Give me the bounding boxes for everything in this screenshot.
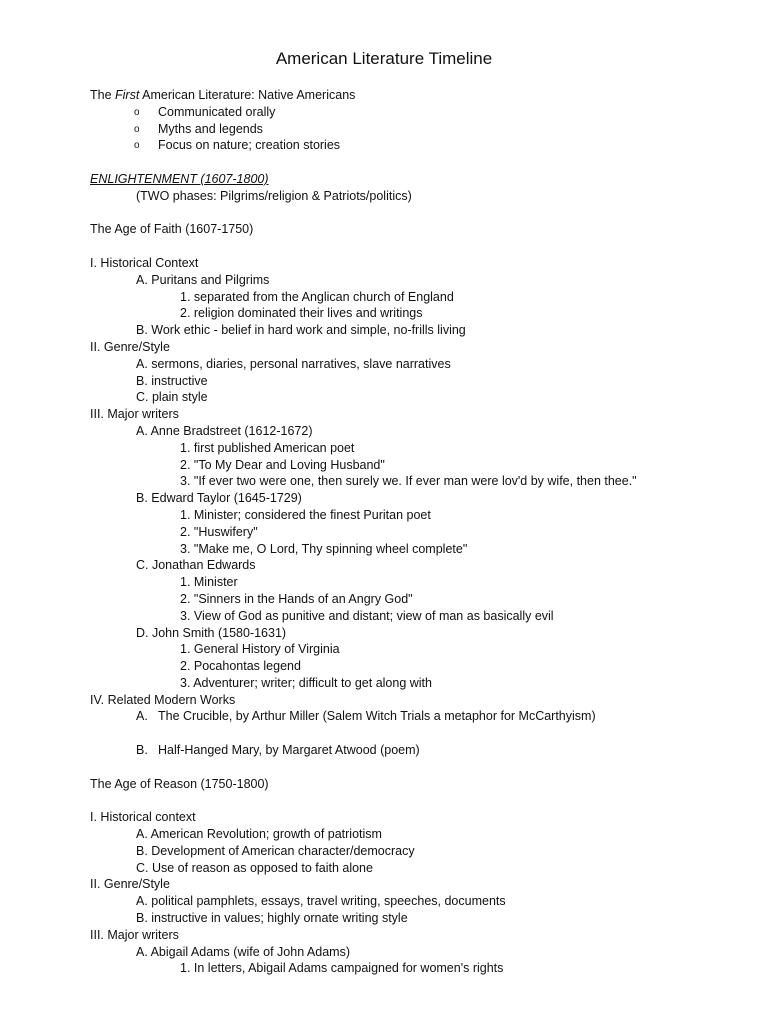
outline-item: A. American Revolution; growth of patriotism [136, 827, 382, 842]
outline-item [0, 742, 768, 759]
list-item-text: Focus on nature; creation stories [158, 138, 341, 153]
outline-item: B. Work ethic - belief in hard work and simple, no-frills living [136, 323, 466, 338]
outline-section: III. Major writers [90, 927, 179, 942]
outline-item [0, 708, 768, 725]
list-item [0, 121, 768, 138]
outline-subitem: 3. "If ever two were one, then surely we. If ever man were lov'd by wife, then thee." [180, 474, 637, 489]
outline-subitem: 1. Minister [180, 575, 238, 590]
outline-item: A. Abigail Adams (wife of John Adams) [136, 944, 350, 959]
reason-heading: The Age of Reason (1750-1800) [90, 776, 269, 791]
outline-item: C. Use of reason as opposed to faith alone [136, 860, 373, 875]
outline-subitem: 2. "Sinners in the Hands of an Angry God" [180, 591, 413, 606]
native-em: First [115, 88, 140, 102]
outline-subitem: 3. View of God as punitive and distant; view of man as basically evil [180, 608, 554, 623]
outline-item: C. Jonathan Edwards [136, 558, 256, 573]
outline-subitem: 1. Minister; considered the finest Puritan poet [180, 507, 431, 522]
bullet-marker: o [134, 123, 140, 135]
list-item [0, 104, 768, 121]
native-suffix: American Literature: Native Americans [139, 88, 356, 102]
enlightenment-note: (TWO phases: Pilgrims/religion & Patriots/politics) [136, 188, 412, 203]
outline-subitem: 2. Pocahontas legend [180, 659, 301, 674]
bullet-marker: o [134, 140, 140, 152]
outline-subitem: 1. In letters, Abigail Adams campaigned for women's rights [180, 961, 504, 976]
outline-item-text: The Crucible, by Arthur Miller (Salem Witch Trials a metaphor for McCarthyism) [158, 709, 596, 724]
outline-item: A. political pamphlets, essays, travel writing, speeches, documents [136, 894, 506, 909]
list-item [0, 137, 768, 154]
outline-subitem: 2. "Huswifery" [180, 524, 258, 539]
item-marker: B. [136, 743, 148, 758]
enlightenment-heading: ENLIGHTENMENT (1607-1800) [90, 171, 269, 186]
bullet-marker: o [134, 106, 140, 118]
outline-item: B. Edward Taylor (1645-1729) [136, 491, 302, 506]
outline-item: D. John Smith (1580-1631) [136, 625, 287, 640]
outline-section: II. Genre/Style [90, 877, 170, 892]
outline-item: A. sermons, diaries, personal narratives, slave narratives [136, 356, 451, 371]
outline-subitem: 1. separated from the Anglican church of England [180, 289, 454, 304]
outline-section: I. Historical Context [90, 255, 199, 270]
list-item-text: Communicated orally [158, 104, 276, 119]
outline-section: II. Genre/Style [90, 339, 170, 354]
outline-section: I. Historical context [90, 810, 196, 825]
outline-item: B. Development of American character/democracy [136, 843, 415, 858]
outline-item-text: Half-Hanged Mary, by Margaret Atwood (poem) [158, 743, 420, 758]
native-prefix: The [90, 88, 116, 102]
outline-subitem: 2. religion dominated their lives and writings [180, 306, 423, 321]
outline-section: IV. Related Modern Works [90, 692, 236, 707]
outline-subitem: 2. "To My Dear and Loving Husband" [180, 457, 385, 472]
outline-item: A. Anne Bradstreet (1612-1672) [136, 423, 313, 438]
outline-item: C. plain style [136, 390, 208, 405]
list-item-text: Myths and legends [158, 121, 263, 136]
outline-subitem: 3. "Make me, O Lord, Thy spinning wheel complete" [180, 541, 468, 556]
native-heading [0, 87, 768, 104]
page-title: American Literature Timeline [275, 49, 493, 68]
outline-item: A. Puritans and Pilgrims [136, 272, 270, 287]
outline-section: III. Major writers [90, 407, 179, 422]
item-marker: A. [136, 709, 148, 724]
outline-subitem: 1. first published American poet [180, 440, 355, 455]
outline-item: B. instructive [136, 373, 208, 388]
outline-item: B. instructive in values; highly ornate writing style [136, 911, 408, 926]
faith-heading: The Age of Faith (1607-1750) [90, 222, 254, 237]
outline-subitem: 1. General History of Virginia [180, 642, 340, 657]
outline-subitem: 3. Adventurer; writer; difficult to get along with [180, 675, 432, 690]
